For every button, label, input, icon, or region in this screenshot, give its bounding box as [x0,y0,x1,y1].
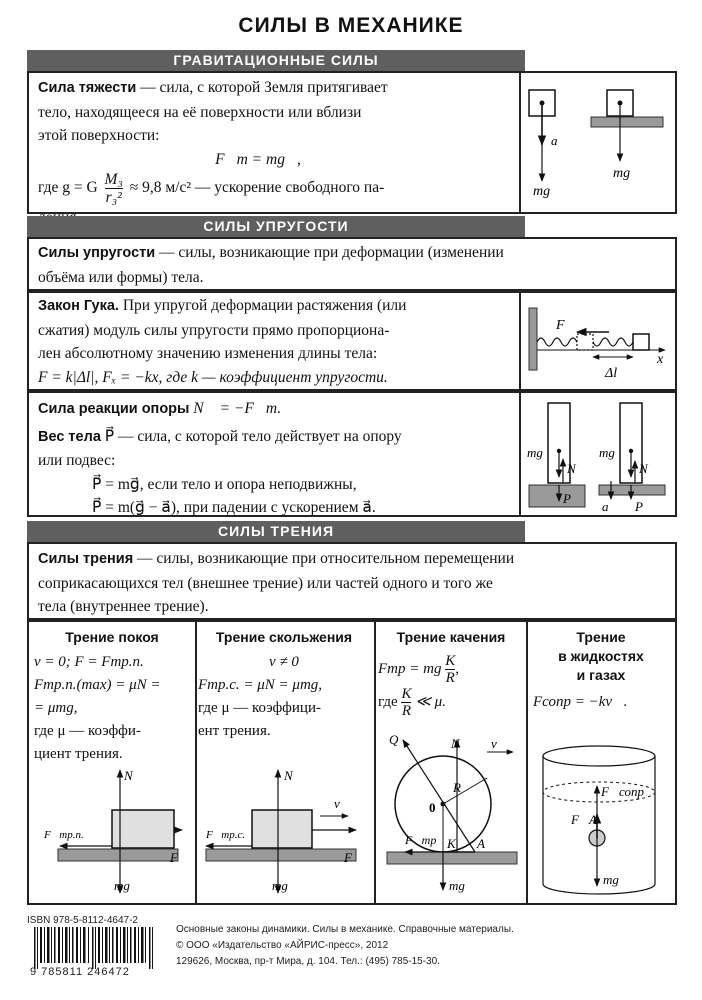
svg-text:mg⃗: mg⃗ [272,878,298,893]
svg-text:A: A [477,836,485,851]
svg-text:F⃗: F⃗ [170,850,189,865]
label-F: F⃗ [556,318,576,333]
svg-text:mg⃗: mg⃗ [449,878,475,893]
fluid-friction-figure [527,734,675,902]
svg-text:v⃗: v⃗ [491,736,507,751]
isbn: ISBN 978-5-8112-4647-2 [27,915,138,926]
sliding-friction-cell: Трение скольжения v ≠ 0 Fтр.с. = μN = μmg, где μ — коэффици- ент трения. [198,628,370,743]
sliding-friction-header: Трение скольжения [215,629,353,645]
gravity-formula: F⃗т = mg⃗, [215,150,301,168]
vessel-top [543,746,655,766]
label-a: a⃗ [551,133,568,148]
section-header-friction: СИЛЫ ТРЕНИЯ [27,521,525,542]
elastic-def-text: Силы упругости — силы, возникающие при деформации (изменении объёма или формы) тела. [38,244,504,286]
static-friction-header: Трение покоя [65,629,159,645]
label-dl: Δl [605,366,618,381]
spring-figure [519,293,675,389]
footer-line3: 129626, Москва, пр-т Мира, д. 104. Тел.: (495) 785-15-30. [176,956,440,967]
svg-text:N⃗: N⃗ [284,768,303,783]
rolling-friction-cell: Трение качения Fтр = mg $\frac{K}{R}$ , где $\frac{K}{R}$ ≪ μ. [378,628,524,719]
static-friction-figure [30,758,192,902]
svg-text:F⃗тр: F⃗тр [405,833,437,847]
fluid-friction-header: Трение [576,629,626,645]
svg-text:F⃗тр.с.: F⃗тр.с. [206,829,246,841]
gravity-figure [519,73,675,212]
svg-text:mg⃗: mg⃗ [603,872,629,887]
barcode [32,927,162,969]
section-header-elastic: СИЛЫ УПРУГОСТИ [27,216,525,237]
svg-text:mg⃗: mg⃗ [114,878,140,893]
wall [529,308,537,370]
barcode-digits: 9 785811 246472 [30,966,130,978]
rolling-friction-header: Трение качения [396,629,506,645]
spring-block [633,334,649,350]
label-mg-2: mg⃗ [613,166,641,181]
hooke-text: Закон Гука. При упругой деформации растяжения (или сжатия) модуль силы упругости прямо пропорциона- лен абсолютному значению изменения длины тела: F = k|Δl|, Fₓ = −kx, где k — коэффициент упругости. [38,297,407,386]
svg-text:N⃗: N⃗ [451,736,470,751]
svg-text:Q⃗: Q⃗ [389,732,409,747]
svg-text:F⃗A: F⃗A [571,812,597,827]
friction-def-text: Силы трения — силы, возникающие при относительном перемещении соприкасающихся тел (внешнее трение) или частей одного и того же тела (внутреннее трение). [38,550,515,615]
svg-text:a⃗: a⃗ [602,499,619,514]
label-x: x [657,352,664,367]
svg-text:N⃗: N⃗ [639,461,658,476]
svg-text:mg⃗: mg⃗ [527,445,553,460]
svg-text:0: 0 [429,800,436,815]
label-mg-1: mg⃗ [533,184,561,199]
ground-1 [591,117,663,127]
gravity-term: Сила тяжести [38,80,137,96]
static-friction-cell: Трение покоя v = 0; F = Fтр.п. Fтр.п.(max) = μN = = μmg, где μ — коэффи- циент трения. [34,628,190,766]
section-header-gravity: ГРАВИТАЦИОННЫЕ СИЛЫ [27,50,525,71]
svg-text:P⃗: P⃗ [635,499,654,514]
footer-line1: Основные законы динамики. Силы в механике. Справочные материалы. [176,924,514,935]
svg-text:F⃗: F⃗ [344,850,363,865]
fluid-friction-cell: Трение в жидкостях и газах Fсопр = −kv⃗. [527,628,675,714]
svg-text:N⃗: N⃗ [567,461,586,476]
sliding-friction-figure [196,758,372,902]
weight-figure [519,393,675,515]
svg-text:F⃗тр.п.: F⃗тр.п. [44,829,84,841]
gravity-text: Сила тяжести — сила, с которой Земля притягивает тело, находящееся на её поверхности или вблизи этой поверхности: F⃗т = mg⃗, где g = G $\frac{\text{M₃}}{\text{r₃²}}$ ≈ 9,8 м/с² — ускорение свободного па- [38,76,518,230]
svg-text:N⃗: N⃗ [124,768,143,783]
svg-text:P⃗: P⃗ [563,491,582,506]
svg-text:R: R [453,780,461,795]
page-title: СИЛЫ В МЕХАНИКЕ [238,14,464,37]
svg-text:v⃗: v⃗ [334,796,350,811]
svg-text:F⃗сопр: F⃗сопр [601,784,644,799]
svg-text:K: K [447,836,456,851]
footer-line2: © ООО «Издательство «АЙРИС-пресс», 2012 [176,940,389,951]
weight-text: Сила реакции опоры N⃗ = −F⃗т. Вес тела P⃗ — сила, с которой тело действует на опору или подвес: P⃗ = mg⃗, если тело и опора неподвижны, P⃗ = m(g⃗ − a⃗), при падении с ускорением a⃗. [38,400,402,516]
rolling-friction-figure [375,728,525,902]
svg-text:mg⃗: mg⃗ [599,445,625,460]
